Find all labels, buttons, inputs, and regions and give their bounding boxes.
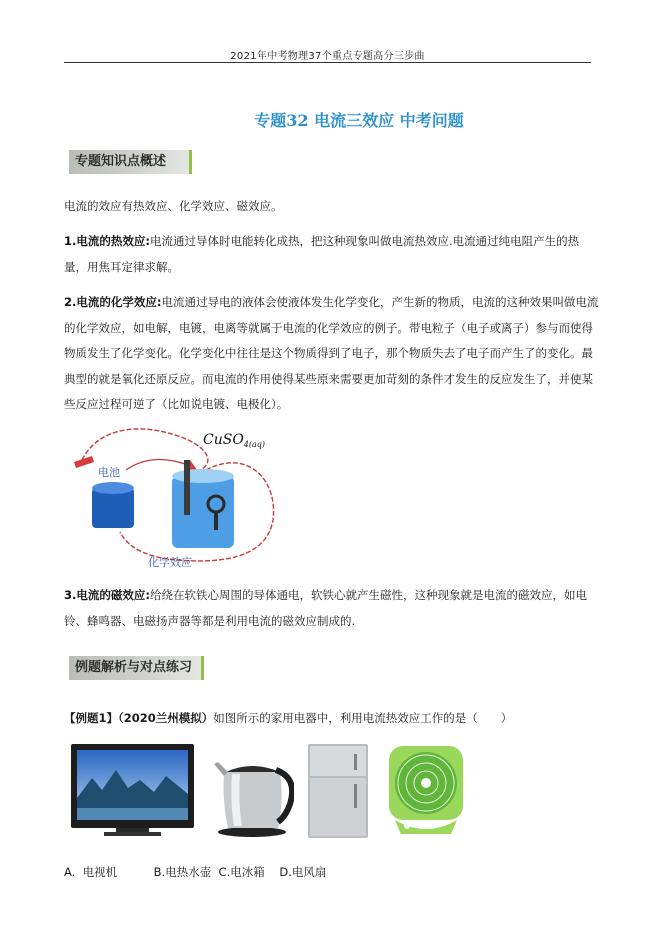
heat-effect-label: 1.电流的热效应: [64, 234, 150, 248]
section-tag-examples: 例题解析与对点练习 [69, 656, 204, 680]
heat-effect-paragraph [64, 229, 600, 280]
figure-beaker [172, 476, 234, 548]
magnetic-effect-paragraph [64, 583, 600, 634]
example-1-question-text: 如图所示的家用电器中，利用电流热效应工作的是（ ） [213, 711, 513, 725]
example-1-choices: A. 电视机 B.电热水壶 C.电冰箱 D.电风扇 [64, 865, 327, 879]
tv-image [70, 742, 195, 838]
chemical-effect-label: 2.电流的化学效应: [64, 295, 162, 309]
chemical-effect-figure [68, 420, 298, 572]
figure-wire-short [126, 459, 188, 470]
example-1-question [64, 706, 600, 732]
fan-image [385, 742, 467, 838]
magnetic-effect-text: 给绕在软铁心周围的导体通电，软铁心就产生磁性，这种现象就是电流的磁效应，如电铃、蜂鸣器、电磁扬声器等都是利用电流的磁效应制成的. [64, 588, 587, 628]
magnetic-effect-label: 3.电流的磁效应: [64, 588, 150, 602]
page-header: 2021年中考物理37个重点专题高分三步曲 [230, 51, 425, 62]
intro-paragraph: 电流的效应有热效应、化学效应、磁效应。 [64, 199, 283, 213]
header-divider [64, 62, 591, 63]
figure-caption: 化学效应 [148, 556, 192, 569]
example-1-source: 【例题1】（2020兰州模拟） [64, 711, 214, 725]
page-title: 专题32 电流三效应 中考问题 [254, 111, 464, 130]
heat-effect-text: 电流通过导体时电能转化成热，把这种现象叫做电流热效应.电流通过纯电阻产生的热量，用焦耳定律求解。 [64, 234, 580, 274]
fridge-image [300, 742, 376, 840]
chemical-effect-text: 电流通过导电的液体会使液体发生化学变化，产生新的物质，电流的这种效果叫做电流的化学效应，如电解，电镀，电离等就属于电流的化学效应的例子。带电粒子（电子或离子）参与而使得物质发生了化学变化。化学变化中往往是这个物质得到了电子，那个物质失去了电子而产生了的变化。最典型的就是氧化还原反应。而电流的作用使得某些原来需要更加苛刻的条件才发生的反应发生了，并使某些反应过程可逆了（比如说电镀、电极化）。 [64, 295, 599, 411]
figure-clip-left [74, 456, 94, 468]
kettle-image [212, 742, 294, 838]
figure-electrode-left [184, 460, 190, 515]
figure-battery-label: 电池 [98, 466, 120, 479]
figure-formula: CuSO$_{4(aq)}$ [203, 432, 266, 449]
section-tag-overview: 专题知识点概述 [69, 150, 192, 174]
chemical-effect-paragraph [64, 290, 600, 418]
